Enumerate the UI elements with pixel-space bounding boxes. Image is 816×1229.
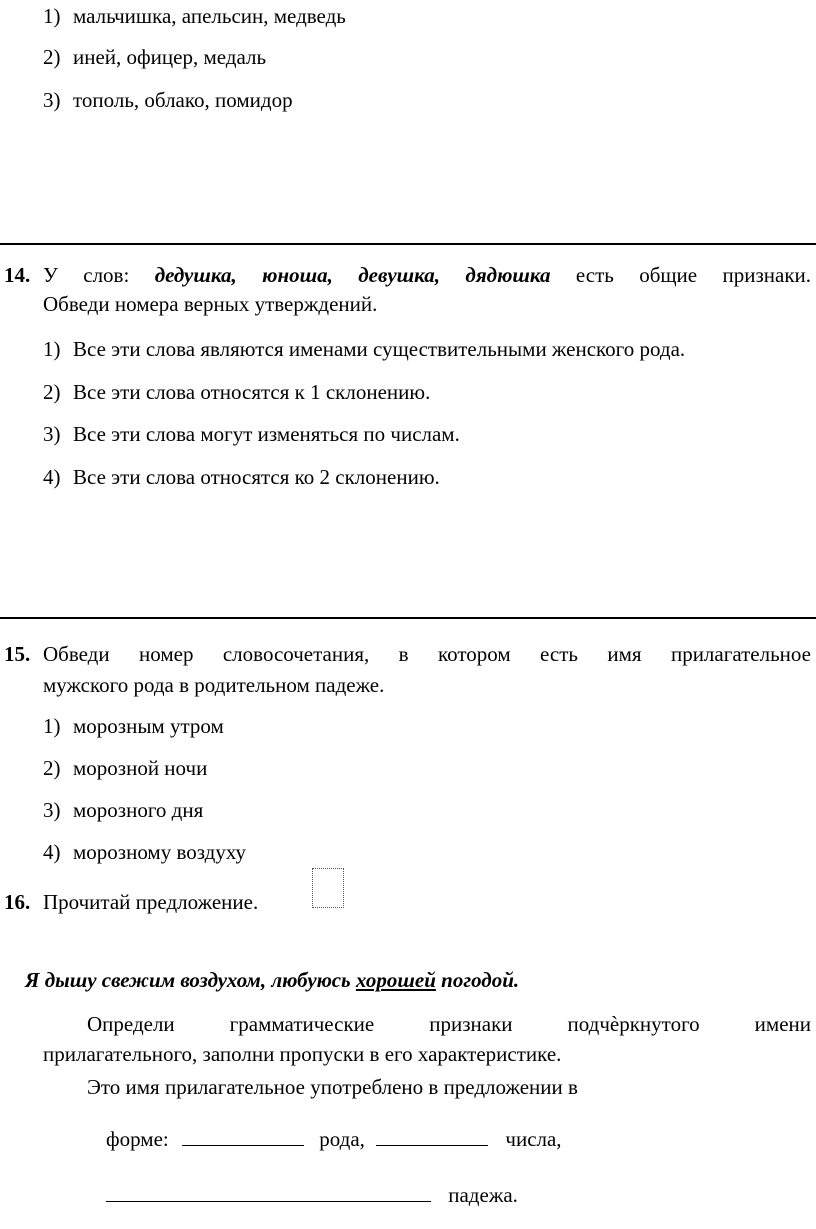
q16-sentence <box>25 968 519 992</box>
option-number: 2) <box>43 380 61 404</box>
q16-fill-row-2 <box>106 1183 518 1207</box>
q16-instruction-line1: Определи грамматические признаки подчѐркнутого имени <box>87 1012 811 1036</box>
q14-lead: У слов: <box>43 263 130 287</box>
q15-option-3[interactable] <box>43 798 203 822</box>
section-divider <box>0 617 816 619</box>
sentence-end: погодой. <box>441 968 520 992</box>
q15-prompt-line1: Обведи номер словосочетания, в котором есть имя прилагательное <box>43 642 811 666</box>
option-text: Все эти слова относятся к 1 склонению. <box>73 380 431 404</box>
q14-prompt-line2: Обведи номера верных утверждений. <box>43 292 378 316</box>
option-text: Все эти слова могут изменяться по числам. <box>73 422 460 446</box>
chisla-label: числа, <box>505 1127 562 1151</box>
option-number: 4) <box>43 840 61 864</box>
option-text: морозным утром <box>73 714 224 738</box>
option-text: Все эти слова относятся ко 2 склонению. <box>73 465 440 489</box>
q13-option-2[interactable] <box>43 45 266 69</box>
form-blank[interactable] <box>182 1127 304 1146</box>
sentence-start: Я дышу свежим воздухом, любуюсь <box>25 968 351 992</box>
option-number: 2) <box>43 756 61 780</box>
q13-option-3[interactable] <box>43 88 293 112</box>
option-text: иней, офицер, медаль <box>73 45 267 69</box>
option-number: 3) <box>43 798 61 822</box>
padezh-label: падежа. <box>448 1183 518 1207</box>
underlined-word: хорошей <box>355 968 436 992</box>
rod-label: рода, <box>319 1127 365 1151</box>
q14-option-1[interactable] <box>43 337 685 361</box>
question-number-16: 16. <box>4 890 31 914</box>
q14-prompt-line1 <box>43 263 811 287</box>
q14-option-3[interactable] <box>43 422 460 446</box>
q15-option-1[interactable] <box>43 714 224 738</box>
option-number: 3) <box>43 88 61 112</box>
placeholder-box <box>312 868 344 908</box>
option-text: морозной ночи <box>73 756 208 780</box>
form-label: форме: <box>106 1127 169 1151</box>
q16-instruction-line2: прилагательного, заполни пропуски в его характеристике. <box>43 1042 562 1066</box>
q13-option-1[interactable] <box>43 4 346 28</box>
question-number-15: 15. <box>4 642 31 666</box>
option-text: тополь, облако, помидор <box>73 88 293 112</box>
q16-title: Прочитай предложение. <box>43 890 259 914</box>
q15-prompt-line2: мужского рода в родительном падеже. <box>43 673 385 697</box>
section-divider <box>0 243 816 245</box>
option-number: 4) <box>43 465 61 489</box>
q14-option-2[interactable] <box>43 380 430 404</box>
option-number: 1) <box>43 4 61 28</box>
option-number: 3) <box>43 422 61 446</box>
q14-tail: есть общие признаки. <box>575 263 812 287</box>
q16-instruction-line3: Это имя прилагательное употреблено в предложении в <box>87 1075 578 1099</box>
q15-option-2[interactable] <box>43 756 207 780</box>
option-number: 2) <box>43 45 61 69</box>
q15-option-4[interactable] <box>43 840 246 864</box>
q14-words: дедушка, юноша, девушка, дядюшка <box>154 263 551 287</box>
option-text: морозного дня <box>73 798 204 822</box>
option-text: мальчишка, апельсин, медведь <box>73 4 346 28</box>
q16-fill-row-1 <box>106 1127 562 1151</box>
option-number: 1) <box>43 714 61 738</box>
option-text: Все эти слова являются именами существительными женского рода. <box>73 337 686 361</box>
option-number: 1) <box>43 337 61 361</box>
option-text: морозному воздуху <box>73 840 247 864</box>
padezh-blank[interactable] <box>106 1183 431 1202</box>
question-number-14: 14. <box>4 263 31 287</box>
rod-blank[interactable] <box>376 1127 488 1146</box>
q14-option-4[interactable] <box>43 465 440 489</box>
